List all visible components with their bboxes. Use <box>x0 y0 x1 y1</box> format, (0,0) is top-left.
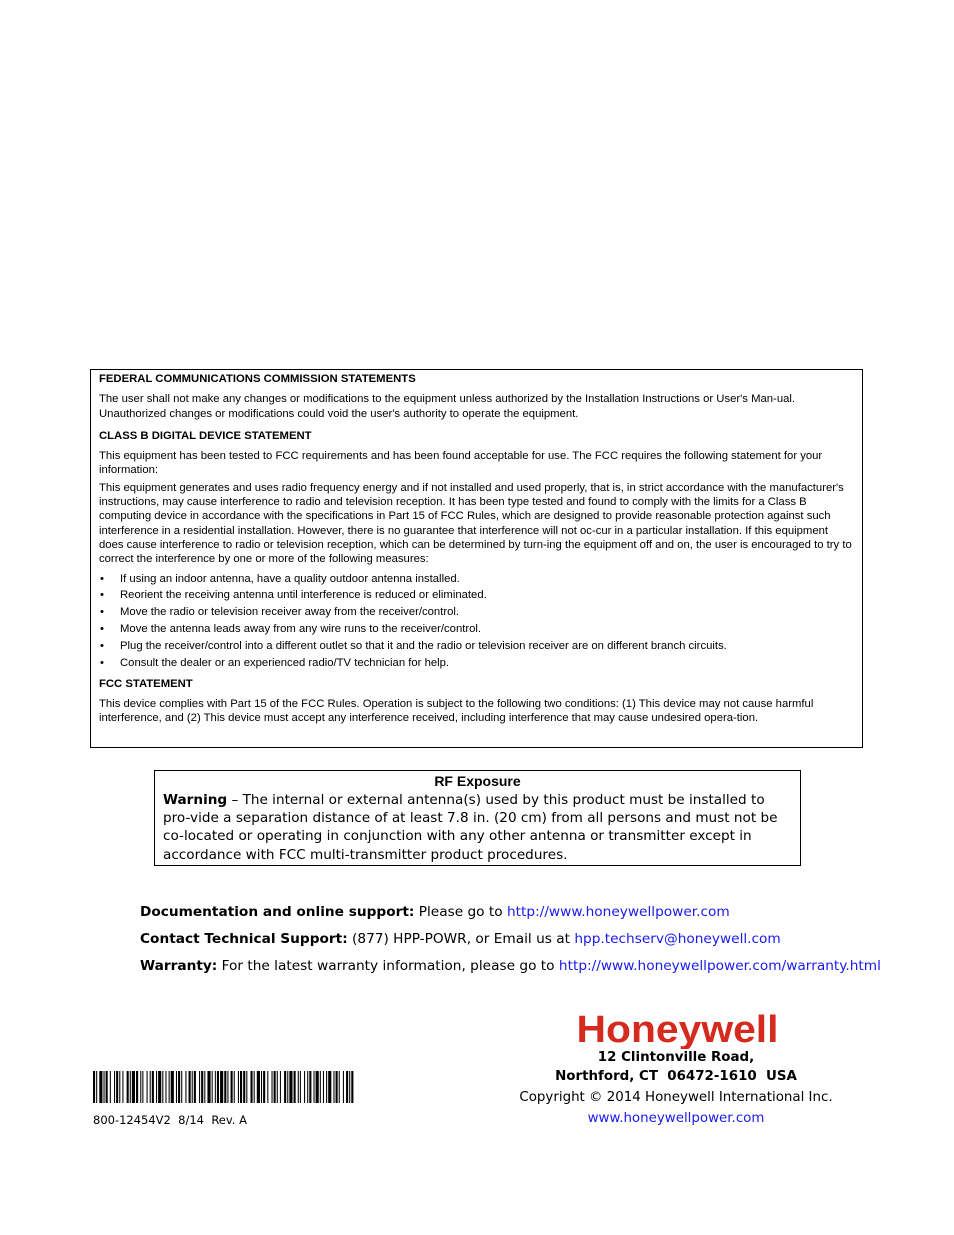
barcode-icon <box>93 1071 355 1103</box>
barcode-bar <box>162 1071 163 1103</box>
barcode-bar <box>217 1071 219 1103</box>
copyright: Copyright © 2014 Honeywell International Inc. <box>519 1090 833 1105</box>
barcode-bar <box>246 1071 247 1103</box>
barcode-bar <box>114 1071 115 1103</box>
barcode-bar <box>169 1071 170 1103</box>
honeywell-logo <box>575 1009 780 1049</box>
barcode-bar <box>106 1071 108 1103</box>
barcode-bar <box>304 1071 305 1103</box>
bullet-icon: • <box>100 622 104 635</box>
bullet-icon: • <box>100 589 104 602</box>
barcode-bar <box>272 1071 273 1103</box>
barcode-bar <box>142 1071 143 1103</box>
barcode-bar <box>346 1071 348 1103</box>
part-number: 800-12454V2 8/14 Rev. A <box>93 1113 247 1127</box>
barcode-bar <box>333 1071 334 1103</box>
barcode-bar <box>194 1071 196 1103</box>
barcode-bar <box>316 1071 319 1103</box>
barcode-bar <box>185 1071 186 1103</box>
barcode-bar <box>99 1071 102 1103</box>
tech-support-line: Contact Technical Support: (877) HPP-POWR, or Email us at hpp.techserv@honeywell.com <box>140 931 781 947</box>
fcc-statement-heading: FCC STATEMENT <box>99 677 193 690</box>
fcc-statement-text: This device complies with Part 15 of the FCC Rules. Operation is subject to the following two conditions: (1) This device may not cause harmful interference, and (2) This device must accept any interference received, including interference that may cause undesired opera-tion. <box>99 698 814 725</box>
barcode-bar <box>104 1071 105 1103</box>
barcode-bar <box>261 1071 262 1103</box>
barcode-bar <box>320 1071 321 1103</box>
barcode-bar <box>152 1071 154 1103</box>
list-item: • Reorient the receiving antenna until interference is reduced or eliminated. <box>100 589 487 602</box>
rf-exposure-box <box>154 770 801 866</box>
barcode-bar <box>238 1071 239 1103</box>
barcode-bar <box>326 1071 327 1103</box>
barcode-bar <box>251 1071 253 1103</box>
barcode-bar <box>284 1071 286 1103</box>
rf-warning <box>163 791 792 864</box>
barcode-bar <box>116 1071 118 1103</box>
barcode-bar <box>156 1071 157 1103</box>
barcode-bar <box>277 1071 278 1103</box>
barcode-bar <box>96 1071 97 1103</box>
barcode-bar <box>323 1071 324 1103</box>
docs-link[interactable]: http://www.honeywellpower.com <box>507 904 730 920</box>
barcode-bar <box>240 1071 242 1103</box>
barcode-bar <box>234 1071 235 1103</box>
barcode-bar <box>132 1071 135 1103</box>
barcode-bar <box>309 1071 311 1103</box>
barcode-bar <box>227 1071 228 1103</box>
barcode-bar <box>351 1071 353 1103</box>
barcode-bar <box>300 1071 301 1103</box>
barcode-bar <box>215 1071 216 1103</box>
barcode-bar <box>93 1071 95 1103</box>
class-b-paragraph-2: This equipment generates and uses radio frequency energy and if not installed and used properly, that is, in strict accordance with the manufacturer's instructions, may cause interference to radio and television reception. It has been type tested and found to comply with the limits for a Class B computing device in accordance with the specifications in Part 15 of FCC Rules, which are designed to provide reasonable protection against such interference in a residential installation. However, there is no guarantee that interference will not oc-cur in a particular installation. If this equipment does cause interference to radio or television reception, which can be determined by turn-ing the equipment off and on, the user is encouraged to try to correct the interference by one or more of the following measures: <box>99 481 852 566</box>
list-item: • Move the radio or television receiver away from the receiver/control. <box>100 606 460 619</box>
barcode-bar <box>339 1071 340 1103</box>
bullet-icon: • <box>100 606 104 619</box>
warning-text: – The internal or external antenna(s) used by this product must be installed to pro-vide a separation distance of at least 7.8 in. (20 cm) from all persons and must not be co-located or operating in conjunction with any other antenna or transmitter except in accordance with FCC multi-transmitter product procedures. <box>163 792 778 863</box>
bullet-icon: • <box>100 656 104 669</box>
barcode-bar <box>147 1071 148 1103</box>
list-item: • Plug the receiver/control into a different outlet so that it and the radio or television receiver are on different branch circuits. <box>100 639 727 652</box>
barcode-bar <box>181 1071 182 1103</box>
bullet-icon: • <box>100 639 104 652</box>
barcode-bar <box>122 1071 123 1103</box>
barcode-bar <box>201 1071 203 1103</box>
barcode-bar <box>280 1071 281 1103</box>
barcode-bar <box>212 1071 213 1103</box>
barcode-bar <box>289 1071 292 1103</box>
barcode-bar <box>110 1071 111 1103</box>
barcode-bar <box>178 1071 180 1103</box>
tech-label: Contact Technical Support: <box>140 931 348 947</box>
warranty-label: Warranty: <box>140 958 218 974</box>
barcode-bar <box>254 1071 255 1103</box>
barcode-bar <box>150 1071 151 1103</box>
barcode-bar <box>263 1071 265 1103</box>
barcode-bar <box>343 1071 344 1103</box>
barcode-bar <box>267 1071 268 1103</box>
barcode-bar <box>189 1071 191 1103</box>
barcode-bar <box>127 1071 129 1103</box>
barcode-bar <box>171 1071 174 1103</box>
measures-list <box>99 572 854 670</box>
barcode-bar <box>287 1071 288 1103</box>
barcode-bar <box>243 1071 245 1103</box>
barcode-bar <box>328 1071 331 1103</box>
barcode-bar <box>136 1071 138 1103</box>
barcode-bar <box>130 1071 131 1103</box>
list-item: • Consult the dealer or an experienced radio/TV technician for help. <box>100 656 450 669</box>
barcode-bar <box>307 1071 308 1103</box>
fcc-intro: The user shall not make any changes or modifications to the equipment unless authorized by the Installation Instructions or User's Man-ual. Unauthorized changes or modifications could void the user's authority to operate the equipment. <box>99 393 796 420</box>
list-item: • Move the antenna leads away from any wire runs to the receiver/control. <box>100 622 482 635</box>
barcode-bar <box>199 1071 200 1103</box>
barcode-bar <box>158 1071 161 1103</box>
warranty-link[interactable]: http://www.honeywellpower.com/warranty.html <box>558 958 881 974</box>
barcode-bar <box>204 1071 205 1103</box>
barcode-bar <box>336 1071 338 1103</box>
docs-support-line: Documentation and online support: Please go to http://www.honeywellpower.com <box>140 904 730 920</box>
barcode-bar <box>294 1071 296 1103</box>
barcode-bar <box>257 1071 260 1103</box>
tech-email-link[interactable]: hpp.techserv@honeywell.com <box>574 931 781 947</box>
svg-text:Honeywell: Honeywell <box>576 1009 779 1049</box>
docs-label: Documentation and online support: <box>140 904 415 920</box>
address-line-1: 12 Clintonville Road, <box>597 1050 755 1065</box>
barcode-bar <box>224 1071 226 1103</box>
barcode-bar <box>298 1071 299 1103</box>
barcode-bar <box>165 1071 166 1103</box>
list-item: • If using an indoor antenna, have a quality outdoor antenna installed. <box>100 572 460 585</box>
class-b-paragraph-1: This equipment has been tested to FCC requirements and has been found acceptable for use. The FCC requires the following statement for your information: <box>99 450 823 477</box>
fcc-statements-box <box>90 369 863 748</box>
barcode-bar <box>207 1071 210 1103</box>
barcode-bar <box>192 1071 193 1103</box>
barcode-bar <box>220 1071 223 1103</box>
website-link[interactable]: www.honeywellpower.com <box>587 1111 765 1126</box>
barcode-bar <box>231 1071 233 1103</box>
warranty-line: Warranty: For the latest warranty information, please go to http://www.honeywellpower.com/warranty.html <box>140 958 881 974</box>
barcode-bar <box>349 1071 350 1103</box>
class-b-heading: CLASS B DIGITAL DEVICE STATEMENT <box>99 429 312 442</box>
rf-exposure-title: RF Exposure <box>434 773 521 789</box>
barcode-bar <box>274 1071 276 1103</box>
address-line-2: Northford, CT 06472-1610 USA <box>555 1069 797 1084</box>
warning-label: Warning <box>163 792 228 808</box>
barcode-bar <box>119 1071 120 1103</box>
barcode-bar <box>140 1071 141 1103</box>
bullet-icon: • <box>100 572 104 585</box>
barcode-bar <box>314 1071 315 1103</box>
barcode-bar <box>176 1071 177 1103</box>
fcc-heading: FEDERAL COMMUNICATIONS COMMISSION STATEMENTS <box>99 373 416 385</box>
